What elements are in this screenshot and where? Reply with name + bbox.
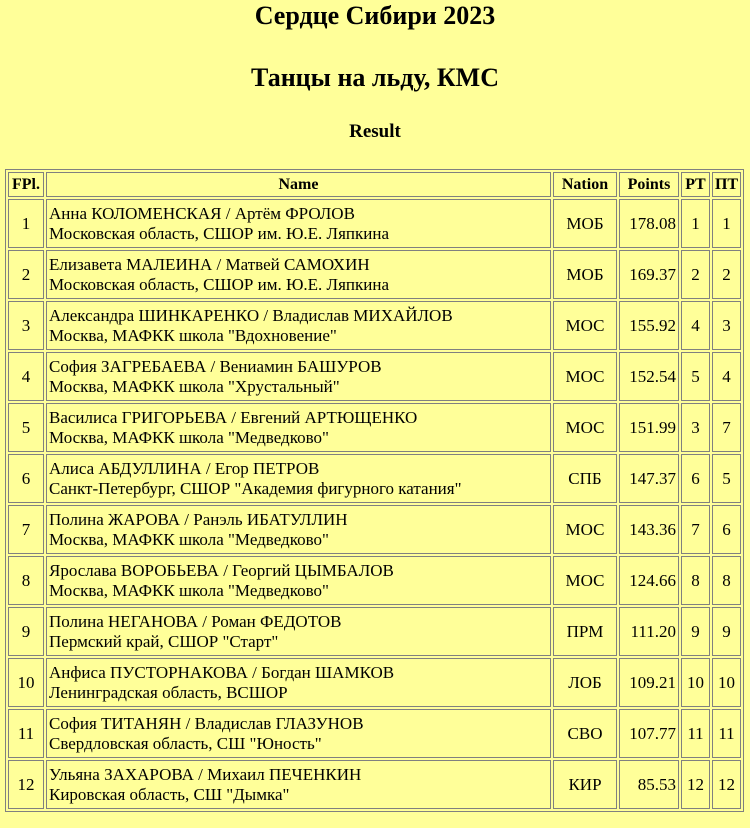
club-name: Москва, МАФКК школа "Медведково" — [49, 427, 329, 447]
ft-cell: 2 — [712, 250, 741, 299]
points-cell: 109.21 — [619, 658, 679, 707]
name-cell — [46, 403, 551, 452]
couple-name: Василиса ГРИГОРЬЕВА / Евгений АРТЮЩЕНКО — [49, 407, 418, 427]
table-row — [8, 607, 741, 656]
club-name: Санкт-Петербург, СШОР "Академия фигурного катания" — [49, 478, 462, 498]
name-cell — [46, 658, 551, 707]
ft-cell: 1 — [712, 199, 741, 248]
points-cell: 107.77 — [619, 709, 679, 758]
nation-cell: СВО — [553, 709, 617, 758]
table-row — [8, 556, 741, 605]
ft-cell: 10 — [712, 658, 741, 707]
pt-cell: 5 — [681, 352, 710, 401]
club-name: Пермский край, СШОР "Старт" — [49, 631, 279, 651]
pt-cell: 2 — [681, 250, 710, 299]
name-cell — [46, 607, 551, 656]
club-name: Москва, МАФКК школа "Хрустальный" — [49, 376, 340, 396]
page-header — [0, 0, 750, 143]
club-name: Свердловская область, СШ "Юность" — [49, 733, 322, 753]
pt-cell: 12 — [681, 760, 710, 809]
ft-cell: 9 — [712, 607, 741, 656]
table-row — [8, 505, 741, 554]
points-cell: 124.66 — [619, 556, 679, 605]
nation-cell: МОС — [553, 352, 617, 401]
nation-cell: МОС — [553, 403, 617, 452]
nation-cell: МОС — [553, 301, 617, 350]
couple-name: Анфиса ПУСТОРНАКОВА / Богдан ШАМКОВ — [49, 662, 395, 682]
table-row — [8, 301, 741, 350]
place-cell: 5 — [8, 403, 44, 452]
place-cell: 10 — [8, 658, 44, 707]
place-cell: 3 — [8, 301, 44, 350]
table-row — [8, 709, 741, 758]
pt-cell: 10 — [681, 658, 710, 707]
pt-cell: 7 — [681, 505, 710, 554]
column-header-fpl: FPl. — [8, 172, 44, 197]
name-cell — [46, 199, 551, 248]
couple-name: Алиса АБДУЛЛИНА / Егор ПЕТРОВ — [49, 458, 320, 478]
points-cell: 85.53 — [619, 760, 679, 809]
place-cell: 9 — [8, 607, 44, 656]
points-cell: 143.36 — [619, 505, 679, 554]
points-cell: 152.54 — [619, 352, 679, 401]
name-cell — [46, 505, 551, 554]
nation-cell: МОС — [553, 556, 617, 605]
ft-cell: 3 — [712, 301, 741, 350]
pt-cell: 11 — [681, 709, 710, 758]
club-name: Кировская область, СШ "Дымка" — [49, 784, 290, 804]
place-cell: 7 — [8, 505, 44, 554]
name-cell — [46, 301, 551, 350]
column-header-ft: ПТ — [712, 172, 741, 197]
pt-cell: 4 — [681, 301, 710, 350]
ft-cell: 7 — [712, 403, 741, 452]
pt-cell: 1 — [681, 199, 710, 248]
pt-cell: 8 — [681, 556, 710, 605]
couple-name: Александра ШИНКАРЕНКО / Владислав МИХАЙЛОВ — [49, 305, 453, 325]
nation-cell: ПРМ — [553, 607, 617, 656]
couple-name: София ЗАГРЕБАЕВА / Вениамин БАШУРОВ — [49, 356, 382, 376]
nation-cell: СПБ — [553, 454, 617, 503]
ft-cell: 4 — [712, 352, 741, 401]
table-row — [8, 199, 741, 248]
name-cell — [46, 556, 551, 605]
couple-name: Полина ЖАРОВА / Ранэль ИБАТУЛЛИН — [49, 509, 348, 529]
name-cell — [46, 454, 551, 503]
ft-cell: 8 — [712, 556, 741, 605]
place-cell: 2 — [8, 250, 44, 299]
couple-name: Елизавета МАЛЕИНА / Матвей САМОХИН — [49, 254, 370, 274]
event-title: Сердце Сибири 2023 — [254, 1, 496, 30]
table-row — [8, 658, 741, 707]
pt-cell: 3 — [681, 403, 710, 452]
place-cell: 8 — [8, 556, 44, 605]
nation-cell: МОБ — [553, 250, 617, 299]
club-name: Москва, МАФКК школа "Медведково" — [49, 580, 329, 600]
ft-cell: 12 — [712, 760, 741, 809]
couple-name: Анна КОЛОМЕНСКАЯ / Артём ФРОЛОВ — [49, 203, 355, 223]
nation-cell: МОБ — [553, 199, 617, 248]
name-cell — [46, 352, 551, 401]
nation-cell: ЛОБ — [553, 658, 617, 707]
table-row — [8, 454, 741, 503]
column-header-points: Points — [619, 172, 679, 197]
category-title: Танцы на льду, КМС — [251, 63, 499, 92]
place-cell: 12 — [8, 760, 44, 809]
points-cell: 151.99 — [619, 403, 679, 452]
points-cell: 155.92 — [619, 301, 679, 350]
couple-name: Ярослава ВОРОБЬЕВА / Георгий ЦЫМБАЛОВ — [49, 560, 394, 580]
points-cell: 169.37 — [619, 250, 679, 299]
club-name: Москва, МАФКК школа "Вдохновение" — [49, 325, 337, 345]
pt-cell: 6 — [681, 454, 710, 503]
nation-cell: МОС — [553, 505, 617, 554]
points-cell: 178.08 — [619, 199, 679, 248]
ft-cell: 6 — [712, 505, 741, 554]
column-header-name: Name — [46, 172, 551, 197]
ft-cell: 11 — [712, 709, 741, 758]
points-cell: 147.37 — [619, 454, 679, 503]
table-row — [8, 760, 741, 809]
table-row — [8, 250, 741, 299]
column-header-pt: PT — [681, 172, 710, 197]
section-title: Result — [349, 121, 401, 142]
nation-cell: КИР — [553, 760, 617, 809]
couple-name: София ТИТАНЯН / Владислав ГЛАЗУНОВ — [49, 713, 364, 733]
table-header-row — [8, 172, 741, 197]
place-cell: 4 — [8, 352, 44, 401]
couple-name: Ульяна ЗАХАРОВА / Михаил ПЕЧЕНКИН — [49, 764, 362, 784]
club-name: Ленинградская область, ВСШОР — [49, 682, 288, 702]
club-name: Московская область, СШОР им. Ю.Е. Ляпкина — [49, 223, 390, 243]
club-name: Московская область, СШОР им. Ю.Е. Ляпкина — [49, 274, 390, 294]
table-row — [8, 352, 741, 401]
pt-cell: 9 — [681, 607, 710, 656]
place-cell: 11 — [8, 709, 44, 758]
results-table — [5, 169, 744, 812]
name-cell — [46, 709, 551, 758]
name-cell — [46, 250, 551, 299]
club-name: Москва, МАФКК школа "Медведково" — [49, 529, 329, 549]
points-cell: 111.20 — [619, 607, 679, 656]
place-cell: 6 — [8, 454, 44, 503]
column-header-nation: Nation — [553, 172, 617, 197]
couple-name: Полина НЕГАНОВА / Роман ФЕДОТОВ — [49, 611, 342, 631]
name-cell — [46, 760, 551, 809]
table-row — [8, 403, 741, 452]
place-cell: 1 — [8, 199, 44, 248]
ft-cell: 5 — [712, 454, 741, 503]
